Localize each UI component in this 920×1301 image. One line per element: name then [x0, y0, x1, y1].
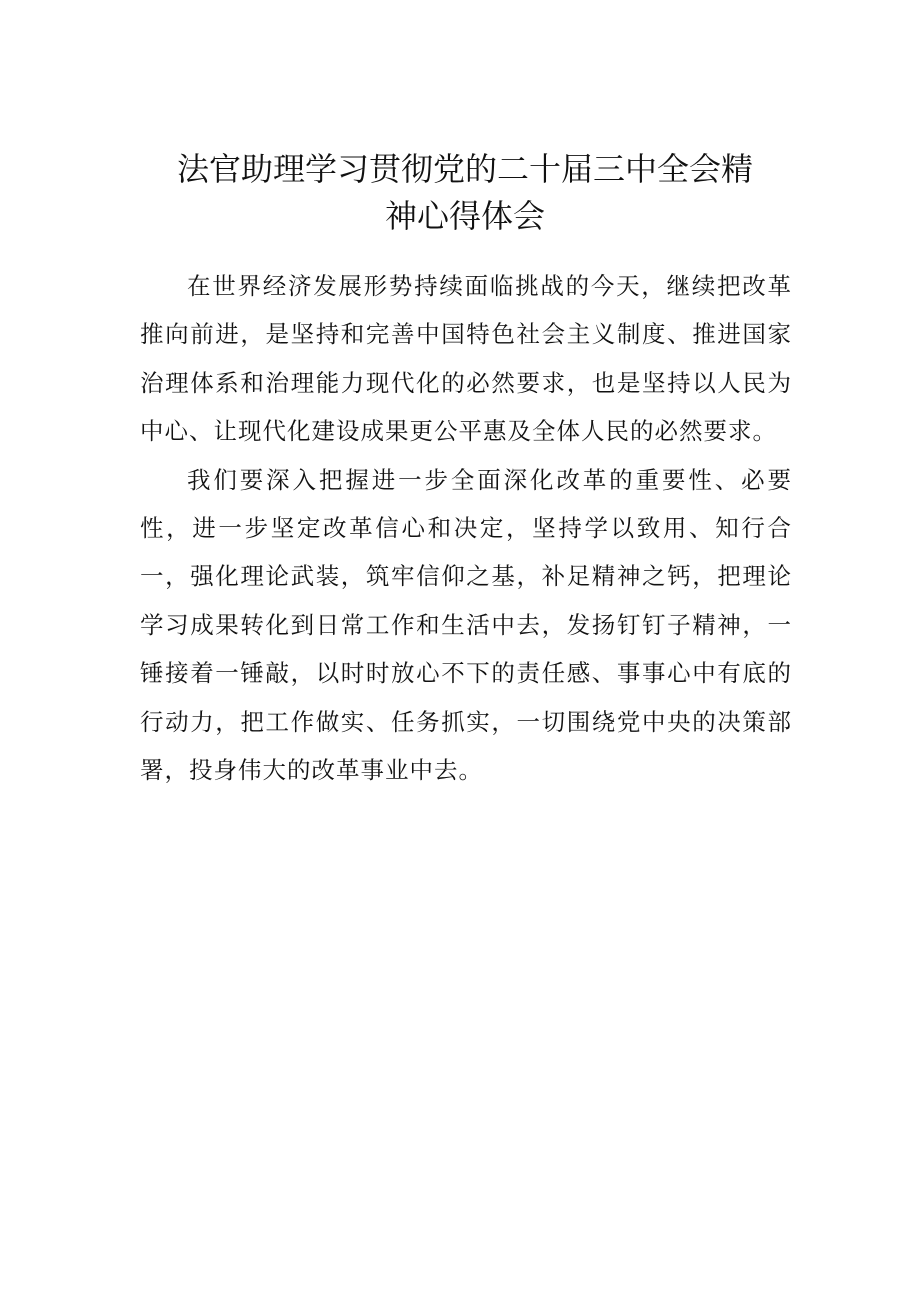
document-title [140, 146, 790, 240]
title-line-2: 神心得体会 [384, 197, 545, 235]
title-line-1: 法官助理学习贯彻党的二十届三中全会精 [176, 150, 753, 188]
document-body [140, 262, 792, 794]
paragraph-2: 我们要深入把握进一步全面深化改革的重要性、必要性，进一步坚定改革信心和决定，坚持学以致用、知行合一，强化理论武装，筑牢信仰之基，补足精神之钙，把理论学习成果转化到日常工作和生活中去，发扬钉钉子精神，一锤接着一锤敲，以时时放心不下的责任感、事事心中有底的行动力，把工作做实、任务抓实，一切围绕党中央的决策部署，投身伟大的改革事业中去。 [140, 465, 792, 785]
paragraph-1: 在世界经济发展形势持续面临挑战的今天，继续把改革推向前进，是坚持和完善中国特色社会主义制度、推进国家治理体系和治理能力现代化的必然要求，也是坚持以人民为中心、让现代化建设成果更公平惠及全体人民的必然要求。 [140, 272, 792, 446]
